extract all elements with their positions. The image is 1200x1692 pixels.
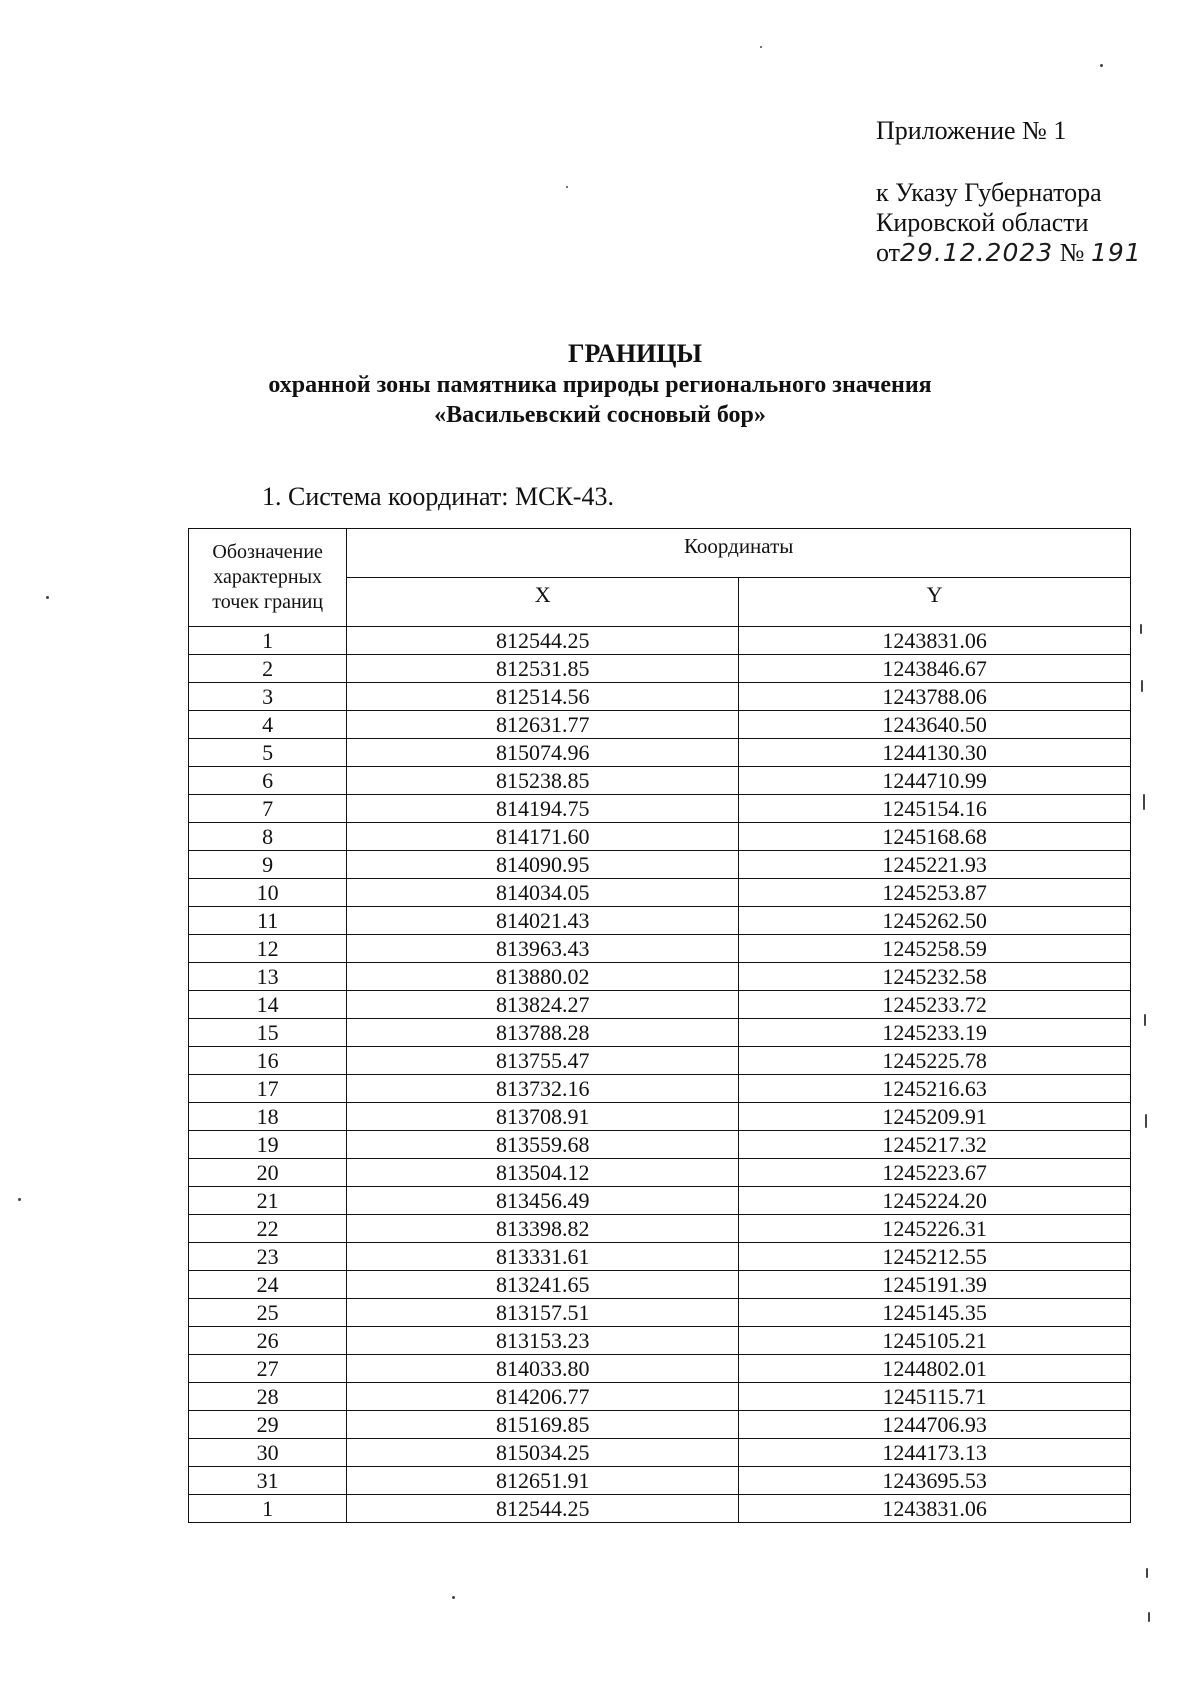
table-body xyxy=(189,627,1131,1523)
appendix-decree: к Указу Губернатора xyxy=(876,178,1102,207)
table-row xyxy=(189,935,1131,963)
cell-x: 812651.91 xyxy=(347,1467,739,1495)
document-title-block xyxy=(0,338,1200,430)
table-row xyxy=(189,963,1131,991)
cell-y: 1245221.93 xyxy=(739,851,1131,879)
cell-x: 815074.96 xyxy=(347,739,739,767)
cell-y: 1243640.50 xyxy=(739,711,1131,739)
cell-x: 813755.47 xyxy=(347,1047,739,1075)
cell-y: 1245154.16 xyxy=(739,795,1131,823)
cell-point: 10 xyxy=(189,879,347,907)
cell-y: 1245217.32 xyxy=(739,1131,1131,1159)
table-row xyxy=(189,1047,1131,1075)
table-row xyxy=(189,1327,1131,1355)
table-row xyxy=(189,1467,1131,1495)
cell-y: 1243831.06 xyxy=(739,627,1131,655)
scan-speck xyxy=(760,46,762,48)
table-row xyxy=(189,1243,1131,1271)
scan-speck xyxy=(1100,64,1103,67)
appendix-date-line xyxy=(876,238,1142,268)
cell-y: 1245145.35 xyxy=(739,1299,1131,1327)
header-point-designation: Обозначение характерных точек границ xyxy=(189,529,347,627)
document-title: ГРАНИЦЫ xyxy=(567,339,703,368)
cell-y: 1245223.67 xyxy=(739,1159,1131,1187)
cell-y: 1245224.20 xyxy=(739,1187,1131,1215)
cell-point: 6 xyxy=(189,767,347,795)
table-row xyxy=(189,1131,1131,1159)
cell-x: 814171.60 xyxy=(347,823,739,851)
number-prefix: № xyxy=(1059,238,1085,267)
cell-point: 7 xyxy=(189,795,347,823)
table-row xyxy=(189,767,1131,795)
cell-point: 8 xyxy=(189,823,347,851)
scan-speck xyxy=(46,596,49,599)
cell-y: 1244706.93 xyxy=(739,1411,1131,1439)
handwritten-number: 191 xyxy=(1090,238,1142,267)
cell-point: 23 xyxy=(189,1243,347,1271)
cell-y: 1245262.50 xyxy=(739,907,1131,935)
cell-x: 813708.91 xyxy=(347,1103,739,1131)
scan-speck xyxy=(1141,680,1143,692)
table-row xyxy=(189,1383,1131,1411)
cell-y: 1244130.30 xyxy=(739,739,1131,767)
cell-y: 1245253.87 xyxy=(739,879,1131,907)
cell-x: 813963.43 xyxy=(347,935,739,963)
cell-y: 1245225.78 xyxy=(739,1047,1131,1075)
cell-x: 813241.65 xyxy=(347,1271,739,1299)
coordinates-table xyxy=(188,528,1131,1523)
cell-point: 31 xyxy=(189,1467,347,1495)
coordinate-system-line: 1. Система координат: МСК-43. xyxy=(262,482,614,511)
table-row xyxy=(189,795,1131,823)
scan-speck xyxy=(1140,624,1142,634)
cell-y: 1245226.31 xyxy=(739,1215,1131,1243)
date-prefix: от xyxy=(876,238,901,267)
cell-point: 24 xyxy=(189,1271,347,1299)
scan-speck xyxy=(1148,1612,1150,1622)
scan-speck xyxy=(452,1596,455,1599)
table-row xyxy=(189,1411,1131,1439)
appendix-region: Кировской области xyxy=(876,208,1089,237)
document-subtitle-line1: охранной зоны памятника природы регионального значения xyxy=(268,372,932,398)
table-row xyxy=(189,683,1131,711)
table-row xyxy=(189,627,1131,655)
cell-x: 812544.25 xyxy=(347,1495,739,1523)
cell-x: 814034.05 xyxy=(347,879,739,907)
cell-point: 17 xyxy=(189,1075,347,1103)
table-row xyxy=(189,711,1131,739)
cell-x: 813157.51 xyxy=(347,1299,739,1327)
scan-speck xyxy=(1143,794,1145,810)
cell-x: 813331.61 xyxy=(347,1243,739,1271)
cell-point: 29 xyxy=(189,1411,347,1439)
table-row xyxy=(189,1019,1131,1047)
cell-y: 1243788.06 xyxy=(739,683,1131,711)
scan-speck xyxy=(1145,1114,1147,1128)
cell-x: 813456.49 xyxy=(347,1187,739,1215)
cell-x: 813153.23 xyxy=(347,1327,739,1355)
cell-point: 19 xyxy=(189,1131,347,1159)
cell-x: 815169.85 xyxy=(347,1411,739,1439)
cell-y: 1245105.21 xyxy=(739,1327,1131,1355)
document-subtitle-line2: «Васильевский сосновый бор» xyxy=(434,402,766,428)
cell-x: 813824.27 xyxy=(347,991,739,1019)
cell-point: 22 xyxy=(189,1215,347,1243)
cell-x: 815238.85 xyxy=(347,767,739,795)
table-row xyxy=(189,907,1131,935)
cell-y: 1244802.01 xyxy=(739,1355,1131,1383)
cell-point: 9 xyxy=(189,851,347,879)
cell-point: 21 xyxy=(189,1187,347,1215)
table-row xyxy=(189,1215,1131,1243)
cell-y: 1245258.59 xyxy=(739,935,1131,963)
cell-x: 813504.12 xyxy=(347,1159,739,1187)
header-x: X xyxy=(347,578,739,627)
table-row xyxy=(189,1187,1131,1215)
cell-point: 26 xyxy=(189,1327,347,1355)
handwritten-date: 29.12.2023 xyxy=(900,238,1054,267)
cell-point: 3 xyxy=(189,683,347,711)
table-row xyxy=(189,823,1131,851)
table-row xyxy=(189,1159,1131,1187)
header-y: Y xyxy=(739,578,1131,627)
cell-point: 1 xyxy=(189,627,347,655)
cell-y: 1245191.39 xyxy=(739,1271,1131,1299)
table-row xyxy=(189,1439,1131,1467)
cell-x: 813880.02 xyxy=(347,963,739,991)
cell-x: 812631.77 xyxy=(347,711,739,739)
table-row xyxy=(189,991,1131,1019)
cell-point: 18 xyxy=(189,1103,347,1131)
cell-point: 4 xyxy=(189,711,347,739)
cell-point: 1 xyxy=(189,1495,347,1523)
cell-x: 813732.16 xyxy=(347,1075,739,1103)
cell-point: 28 xyxy=(189,1383,347,1411)
cell-y: 1245232.58 xyxy=(739,963,1131,991)
cell-point: 15 xyxy=(189,1019,347,1047)
cell-y: 1244710.99 xyxy=(739,767,1131,795)
cell-point: 11 xyxy=(189,907,347,935)
cell-x: 812514.56 xyxy=(347,683,739,711)
appendix-number: Приложение № 1 xyxy=(876,116,1067,145)
cell-point: 16 xyxy=(189,1047,347,1075)
cell-point: 30 xyxy=(189,1439,347,1467)
cell-x: 813559.68 xyxy=(347,1131,739,1159)
scan-speck xyxy=(18,1198,21,1201)
cell-x: 814033.80 xyxy=(347,1355,739,1383)
cell-point: 12 xyxy=(189,935,347,963)
table-row xyxy=(189,1103,1131,1131)
cell-point: 2 xyxy=(189,655,347,683)
cell-x: 812544.25 xyxy=(347,627,739,655)
table-row xyxy=(189,1075,1131,1103)
cell-y: 1245168.68 xyxy=(739,823,1131,851)
cell-y: 1243831.06 xyxy=(739,1495,1131,1523)
cell-x: 812531.85 xyxy=(347,655,739,683)
cell-point: 14 xyxy=(189,991,347,1019)
table-row xyxy=(189,1495,1131,1523)
cell-x: 815034.25 xyxy=(347,1439,739,1467)
table-row xyxy=(189,655,1131,683)
cell-y: 1245212.55 xyxy=(739,1243,1131,1271)
cell-y: 1245209.91 xyxy=(739,1103,1131,1131)
cell-y: 1244173.13 xyxy=(739,1439,1131,1467)
header-coordinates: Координаты xyxy=(347,529,1131,578)
cell-x: 814021.43 xyxy=(347,907,739,935)
table-row xyxy=(189,1271,1131,1299)
cell-point: 25 xyxy=(189,1299,347,1327)
appendix-block xyxy=(876,116,1142,268)
cell-y: 1245115.71 xyxy=(739,1383,1131,1411)
cell-x: 813398.82 xyxy=(347,1215,739,1243)
cell-y: 1245233.19 xyxy=(739,1019,1131,1047)
scan-speck xyxy=(566,186,568,188)
table-header-row xyxy=(189,529,1131,578)
cell-point: 20 xyxy=(189,1159,347,1187)
table-row xyxy=(189,851,1131,879)
cell-y: 1243695.53 xyxy=(739,1467,1131,1495)
table-row xyxy=(189,879,1131,907)
cell-y: 1245216.63 xyxy=(739,1075,1131,1103)
cell-x: 814090.95 xyxy=(347,851,739,879)
table-row xyxy=(189,739,1131,767)
scan-speck xyxy=(1146,1568,1148,1578)
cell-x: 814194.75 xyxy=(347,795,739,823)
scan-speck xyxy=(1144,1014,1146,1026)
cell-point: 5 xyxy=(189,739,347,767)
cell-y: 1243846.67 xyxy=(739,655,1131,683)
cell-point: 13 xyxy=(189,963,347,991)
table-row xyxy=(189,1299,1131,1327)
cell-y: 1245233.72 xyxy=(739,991,1131,1019)
cell-x: 814206.77 xyxy=(347,1383,739,1411)
cell-point: 27 xyxy=(189,1355,347,1383)
cell-x: 813788.28 xyxy=(347,1019,739,1047)
table-row xyxy=(189,1355,1131,1383)
